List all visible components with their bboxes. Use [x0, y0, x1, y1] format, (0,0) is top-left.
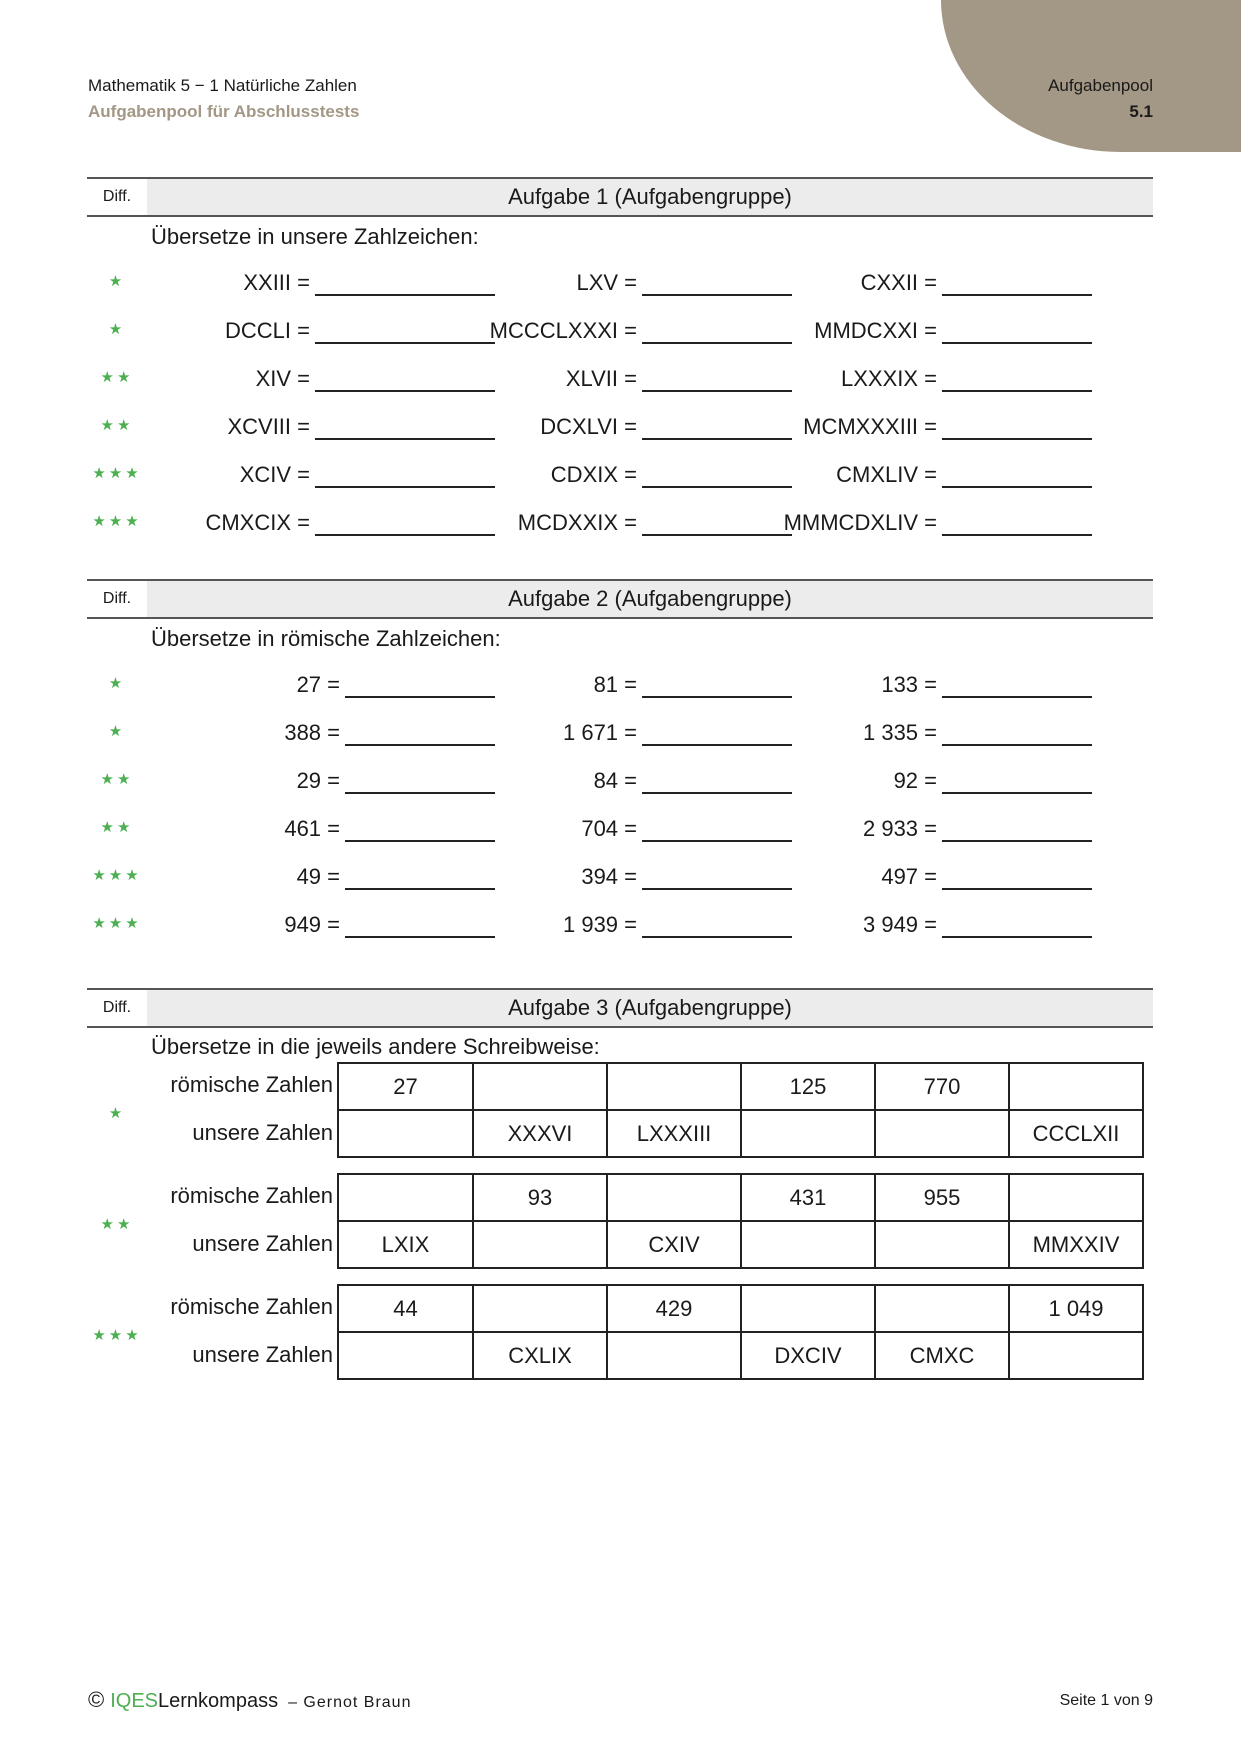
conversion-cell: LXXXIII — [607, 1110, 741, 1157]
row-label-arabic: unsere Zahlen — [192, 1342, 333, 1367]
task3-diff-label: Diff. — [102, 999, 132, 1016]
answer-line[interactable] — [642, 864, 792, 890]
conversion-row — [338, 1174, 1143, 1221]
exercise-label: 1 671 = — [562, 720, 637, 745]
conversion-cell[interactable] — [473, 1285, 607, 1332]
task1-instruction: Übersetze in unsere Zahlzeichen: — [151, 224, 479, 249]
task1-row — [87, 454, 1153, 494]
conversion-cell: 44 — [338, 1285, 473, 1332]
pool-label: Aufgabenpool — [1048, 76, 1153, 95]
exercise-label: 1 939 = — [562, 912, 637, 937]
footer-brand — [88, 1687, 411, 1713]
answer-line[interactable] — [315, 270, 495, 296]
conversion-cell: 125 — [741, 1063, 875, 1110]
exercise-item — [225, 318, 495, 344]
task1-row — [87, 310, 1153, 350]
exercise-item — [863, 816, 1092, 842]
exercise-item — [863, 912, 1092, 938]
conversion-table — [337, 1173, 1144, 1269]
conversion-cell[interactable] — [875, 1110, 1009, 1157]
exercise-label: CMXLIV = — [836, 462, 937, 487]
task2-title: Aufgabe 2 (Aufgabengruppe) — [147, 581, 1153, 617]
exercise-item — [284, 720, 495, 746]
conversion-cell[interactable] — [1009, 1332, 1143, 1379]
conversion-cell: CXIV — [607, 1221, 741, 1268]
answer-line[interactable] — [315, 414, 495, 440]
exercise-item — [490, 318, 792, 344]
conversion-cell[interactable] — [338, 1174, 473, 1221]
answer-line[interactable] — [642, 672, 792, 698]
difficulty-stars-icon: ★★★ — [92, 1327, 142, 1344]
conversion-cell[interactable] — [607, 1174, 741, 1221]
answer-line[interactable] — [942, 414, 1092, 440]
exercise-item — [784, 510, 1092, 536]
conversion-cell: 1 049 — [1009, 1285, 1143, 1332]
conversion-cell: 429 — [607, 1285, 741, 1332]
task1-title: Aufgabe 1 (Aufgabengruppe) — [147, 179, 1153, 215]
exercise-label: XLVII = — [565, 366, 637, 391]
exercise-item — [861, 270, 1092, 296]
footer-author: – Gernot Braun — [288, 1694, 412, 1711]
answer-line[interactable] — [345, 720, 495, 746]
conversion-cell[interactable] — [338, 1110, 473, 1157]
conversion-row — [338, 1221, 1143, 1268]
conversion-cell[interactable] — [338, 1332, 473, 1379]
exercise-label: CXXII = — [860, 270, 937, 295]
task3-title: Aufgabe 3 (Aufgabengruppe) — [147, 990, 1153, 1026]
conversion-table — [337, 1062, 1144, 1158]
exercise-item — [841, 366, 1092, 392]
exercise-label: 133 = — [881, 672, 937, 697]
difficulty-stars-icon: ★★★ — [92, 513, 142, 530]
difficulty-stars-icon: ★ — [108, 273, 126, 290]
conversion-row — [338, 1332, 1143, 1379]
task1-row — [87, 406, 1153, 446]
answer-line[interactable] — [315, 318, 495, 344]
conversion-cell[interactable] — [607, 1332, 741, 1379]
difficulty-stars-icon: ★★★ — [92, 867, 142, 884]
exercise-item — [518, 510, 792, 536]
brand-lernkompass: Lernkompass — [158, 1690, 279, 1712]
conversion-row — [338, 1285, 1143, 1332]
answer-line[interactable] — [642, 510, 792, 536]
task2-row — [87, 760, 1153, 800]
answer-line[interactable] — [942, 510, 1092, 536]
conversion-cell: XXXVI — [473, 1110, 607, 1157]
answer-line[interactable] — [345, 672, 495, 698]
exercise-item — [881, 672, 1092, 698]
answer-line[interactable] — [942, 318, 1092, 344]
exercise-label: 704 = — [581, 816, 637, 841]
task1-row — [87, 502, 1153, 542]
conversion-cell: 955 — [875, 1174, 1009, 1221]
page-number: Seite 1 von 9 — [1059, 1692, 1153, 1709]
row-label-arabic: unsere Zahlen — [192, 1120, 333, 1145]
difficulty-stars-icon: ★★ — [100, 417, 134, 434]
answer-line[interactable] — [642, 414, 792, 440]
exercise-item — [881, 864, 1092, 890]
page-header-left — [88, 76, 359, 122]
difficulty-stars-icon: ★ — [108, 1105, 126, 1122]
answer-line[interactable] — [642, 270, 792, 296]
exercise-label: MMMCDXLIV = — [783, 510, 937, 535]
task2-row — [87, 664, 1153, 704]
exercise-label: 84 = — [593, 768, 637, 793]
answer-line[interactable] — [942, 672, 1092, 698]
answer-line[interactable] — [642, 768, 792, 794]
answer-line[interactable] — [942, 912, 1092, 938]
difficulty-stars-icon: ★★★ — [92, 915, 142, 932]
exercise-label: XCVIII = — [227, 414, 310, 439]
exercise-item — [227, 414, 495, 440]
exercise-label: 81 = — [593, 672, 637, 697]
answer-line[interactable] — [942, 366, 1092, 392]
conversion-cell[interactable] — [875, 1221, 1009, 1268]
task1-row — [87, 358, 1153, 398]
exercise-label: 27 = — [296, 672, 340, 697]
conversion-table — [337, 1284, 1144, 1380]
task3-header — [87, 988, 1153, 1028]
conversion-row — [338, 1110, 1143, 1157]
exercise-item — [814, 318, 1092, 344]
difficulty-stars-icon: ★★ — [100, 369, 134, 386]
exercise-label: CMXCIX = — [205, 510, 310, 535]
exercise-label: LXXXIX = — [840, 366, 937, 391]
answer-line[interactable] — [942, 720, 1092, 746]
exercise-item — [594, 672, 792, 698]
exercise-label: XCIV = — [239, 462, 310, 487]
exercise-item — [563, 912, 792, 938]
conversion-row — [338, 1063, 1143, 1110]
conversion-cell[interactable] — [607, 1063, 741, 1110]
exercise-item — [551, 462, 792, 488]
conversion-cell: CXLIX — [473, 1332, 607, 1379]
difficulty-stars-icon: ★ — [108, 723, 126, 740]
exercise-item — [594, 768, 792, 794]
exercise-label: 394 = — [581, 864, 637, 889]
answer-line[interactable] — [642, 366, 792, 392]
conversion-cell[interactable] — [741, 1110, 875, 1157]
exercise-item — [205, 510, 495, 536]
exercise-item — [297, 672, 495, 698]
exercise-label: MMDCXXI = — [814, 318, 937, 343]
exercise-label: 2 933 = — [862, 816, 937, 841]
exercise-item — [894, 768, 1092, 794]
exercise-label: 29 = — [296, 768, 340, 793]
task2-row — [87, 904, 1153, 944]
task2-row — [87, 856, 1153, 896]
task2-row — [87, 808, 1153, 848]
answer-line[interactable] — [315, 366, 495, 392]
exercise-label: XIV = — [255, 366, 310, 391]
exercise-label: 1 335 = — [862, 720, 937, 745]
task1-row — [87, 262, 1153, 302]
conversion-cell: 93 — [473, 1174, 607, 1221]
task2-instruction: Übersetze in römische Zahlzeichen: — [151, 626, 501, 651]
brand-iqes: IQES — [110, 1690, 159, 1712]
exercise-item — [803, 414, 1092, 440]
difficulty-stars-icon: ★★ — [100, 771, 134, 788]
row-label-roman: römische Zahlen — [170, 1072, 333, 1097]
task1-diff-label: Diff. — [102, 188, 132, 205]
conversion-cell: LXIX — [338, 1221, 473, 1268]
subject-subtitle: Aufgabenpool für Abschlusstests — [88, 102, 360, 121]
difficulty-stars-icon: ★★ — [100, 819, 134, 836]
answer-line[interactable] — [345, 912, 495, 938]
difficulty-stars-icon: ★ — [108, 675, 126, 692]
difficulty-stars-icon: ★★★ — [92, 465, 142, 482]
row-label-arabic: unsere Zahlen — [192, 1231, 333, 1256]
answer-line[interactable] — [642, 912, 792, 938]
section-number: 5.1 — [1129, 102, 1153, 121]
answer-line[interactable] — [345, 864, 495, 890]
answer-line[interactable] — [315, 510, 495, 536]
conversion-cell[interactable] — [1009, 1063, 1143, 1110]
conversion-cell: CCCLXII — [1009, 1110, 1143, 1157]
difficulty-stars-icon: ★★ — [100, 1216, 134, 1233]
exercise-label: DCXLVI = — [540, 414, 637, 439]
exercise-item — [243, 270, 495, 296]
task2-row — [87, 712, 1153, 752]
exercise-label: XXIII = — [243, 270, 310, 295]
answer-line[interactable] — [942, 768, 1092, 794]
answer-line[interactable] — [345, 816, 495, 842]
exercise-label: CDXIX = — [550, 462, 637, 487]
exercise-label: MCDXXIX = — [517, 510, 637, 535]
exercise-item — [581, 816, 792, 842]
answer-line[interactable] — [642, 318, 792, 344]
conversion-cell[interactable] — [741, 1285, 875, 1332]
task1-header — [87, 177, 1153, 217]
exercise-label: MCCCLXXXI = — [489, 318, 637, 343]
exercise-item — [297, 864, 495, 890]
exercise-item — [581, 864, 792, 890]
exercise-item — [540, 414, 792, 440]
answer-line[interactable] — [642, 720, 792, 746]
exercise-label: 949 = — [284, 912, 340, 937]
answer-line[interactable] — [642, 462, 792, 488]
exercise-item — [240, 462, 495, 488]
exercise-label: MCMXXXIII = — [803, 414, 937, 439]
exercise-label: 3 949 = — [862, 912, 937, 937]
exercise-item — [256, 366, 495, 392]
exercise-item — [284, 912, 495, 938]
exercise-label: DCCLI = — [225, 318, 310, 343]
conversion-cell[interactable] — [741, 1221, 875, 1268]
answer-line[interactable] — [942, 270, 1092, 296]
exercise-item — [297, 768, 495, 794]
conversion-cell[interactable] — [875, 1285, 1009, 1332]
row-label-roman: römische Zahlen — [170, 1294, 333, 1319]
answer-line[interactable] — [942, 462, 1092, 488]
exercise-item — [576, 270, 792, 296]
difficulty-stars-icon: ★ — [108, 321, 126, 338]
exercise-label: 461 = — [284, 816, 340, 841]
task2-header — [87, 579, 1153, 619]
answer-line[interactable] — [315, 462, 495, 488]
conversion-cell: CMXC — [875, 1332, 1009, 1379]
answer-line[interactable] — [345, 768, 495, 794]
copyright-icon: © — [88, 1687, 105, 1712]
exercise-item — [563, 720, 792, 746]
conversion-cell[interactable] — [473, 1063, 607, 1110]
answer-line[interactable] — [942, 864, 1092, 890]
page-header-right — [1048, 76, 1153, 122]
task2-diff-label: Diff. — [102, 590, 132, 607]
exercise-item — [566, 366, 792, 392]
exercise-label: 388 = — [284, 720, 340, 745]
exercise-label: 49 = — [296, 864, 340, 889]
conversion-cell: 431 — [741, 1174, 875, 1221]
exercise-item — [284, 816, 495, 842]
answer-line[interactable] — [642, 816, 792, 842]
exercise-label: LXV = — [576, 270, 637, 295]
answer-line[interactable] — [942, 816, 1092, 842]
exercise-label: 497 = — [881, 864, 937, 889]
conversion-cell: MMXXIV — [1009, 1221, 1143, 1268]
subject-title: Mathematik 5 − 1 Natürliche Zahlen — [88, 76, 357, 95]
conversion-cell[interactable] — [473, 1221, 607, 1268]
conversion-cell[interactable] — [1009, 1174, 1143, 1221]
exercise-label: 92 = — [893, 768, 937, 793]
conversion-cell: 27 — [338, 1063, 473, 1110]
row-label-roman: römische Zahlen — [170, 1183, 333, 1208]
exercise-item — [836, 462, 1092, 488]
conversion-cell: 770 — [875, 1063, 1009, 1110]
conversion-cell: DXCIV — [741, 1332, 875, 1379]
exercise-item — [863, 720, 1092, 746]
task3-instruction: Übersetze in die jeweils andere Schreibweise: — [151, 1034, 600, 1059]
